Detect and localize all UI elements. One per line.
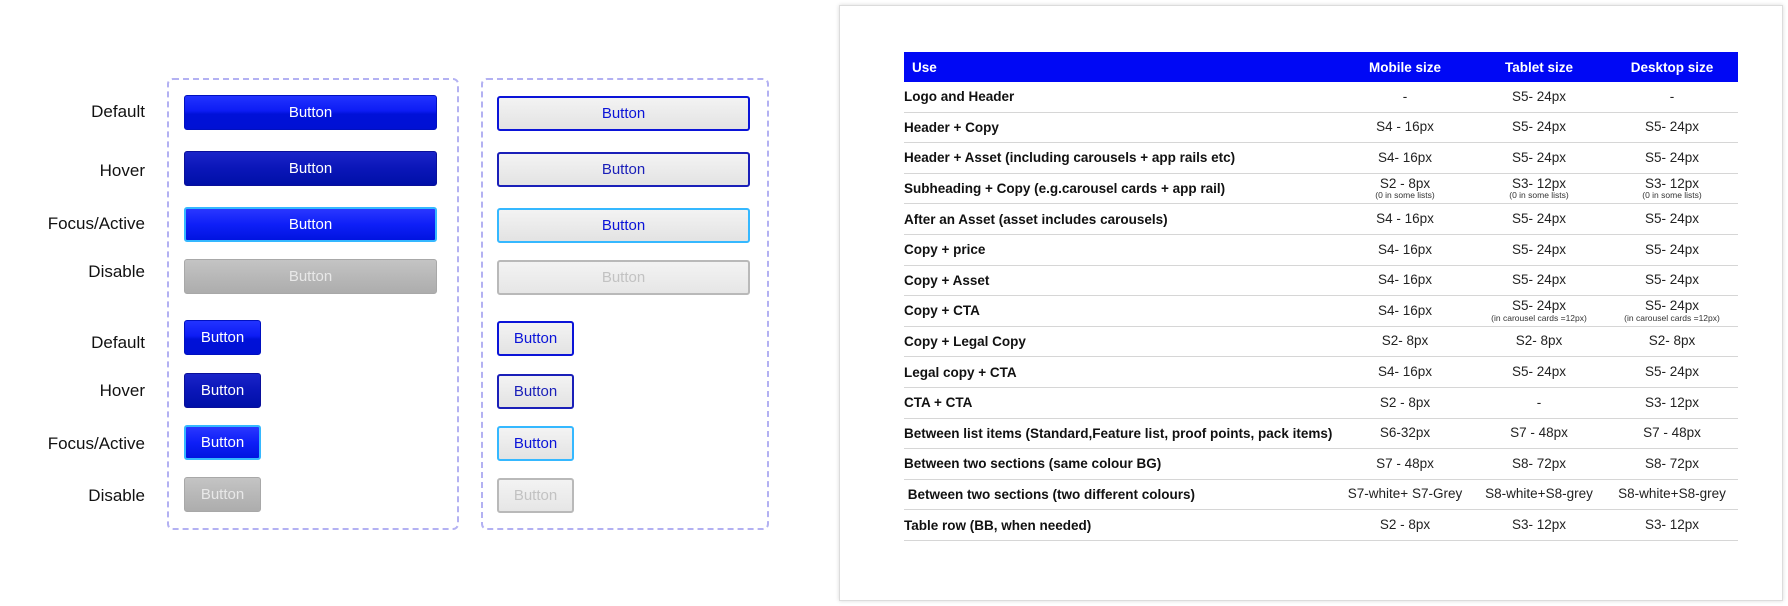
cell-use-value: Between list items (Standard,Feature list, proof points, pack items) bbox=[904, 425, 1333, 441]
primary-small-button-disabled[interactable]: Button bbox=[184, 477, 261, 512]
cell-tablet-size bbox=[1472, 357, 1606, 388]
cell-tablet-size-value: S2- 8px bbox=[1515, 333, 1563, 349]
cell-use-value: CTA + CTA bbox=[904, 395, 973, 411]
cell-tablet-size-value: S3- 12px bbox=[1511, 517, 1567, 533]
table-row bbox=[904, 265, 1738, 296]
cell-use-value: Subheading + Copy (e.g.carousel cards + app rail) bbox=[904, 181, 1226, 197]
cell-tablet-size-value: S8-white+S8-grey bbox=[1485, 486, 1593, 502]
cell-use bbox=[904, 326, 1338, 357]
state-label-hover: Hover bbox=[99, 161, 145, 180]
cell-desktop-size-value: - bbox=[1669, 88, 1675, 104]
cell-tablet-size bbox=[1472, 265, 1606, 296]
cell-desktop-size-value: S5- 24px bbox=[1644, 298, 1700, 314]
cell-use bbox=[904, 173, 1338, 204]
cell-mobile-size bbox=[1338, 265, 1472, 296]
cell-mobile-size bbox=[1338, 449, 1472, 480]
cell-desktop-size-value: S7 - 48px bbox=[1643, 425, 1701, 441]
header-tablet-size: Tablet size bbox=[1472, 52, 1606, 82]
table-row bbox=[904, 82, 1738, 112]
state-label-default: Default bbox=[91, 102, 145, 121]
cell-use-value: Copy + price bbox=[904, 242, 986, 258]
cell-tablet-size-value: S7 - 48px bbox=[1510, 425, 1568, 441]
cell-desktop-size-value: S5- 24px bbox=[1644, 241, 1700, 257]
cell-desktop-size bbox=[1606, 510, 1738, 541]
cell-use-value: Legal copy + CTA bbox=[904, 364, 1017, 380]
cell-desktop-size-value: S5- 24px bbox=[1644, 272, 1700, 288]
state-label-hover: Hover bbox=[99, 381, 145, 400]
cell-mobile-size-value: - bbox=[1402, 88, 1408, 104]
primary-small-button-default[interactable]: Button bbox=[184, 320, 261, 355]
secondary-small-button-focus[interactable]: Button bbox=[497, 426, 574, 461]
cell-desktop-size-note: (in carousel cards =12px) bbox=[1624, 312, 1720, 323]
cell-tablet-size bbox=[1472, 234, 1606, 265]
cell-mobile-size bbox=[1338, 357, 1472, 388]
cell-use bbox=[904, 204, 1338, 235]
cell-use bbox=[904, 143, 1338, 174]
state-label-focus-active: Focus/Active bbox=[47, 214, 145, 233]
cell-tablet-size-value: S3- 12px bbox=[1511, 176, 1567, 192]
cell-mobile-size-value: S2- 8px bbox=[1381, 333, 1429, 349]
cell-use-value: After an Asset (asset includes carousels) bbox=[904, 211, 1168, 227]
primary-button-hover[interactable]: Button bbox=[184, 151, 437, 186]
header-use: Use bbox=[904, 52, 1338, 82]
cell-desktop-size bbox=[1606, 112, 1738, 143]
cell-desktop-size bbox=[1606, 387, 1738, 418]
cell-mobile-size bbox=[1338, 82, 1472, 112]
table-row bbox=[904, 479, 1738, 510]
cell-tablet-size bbox=[1472, 510, 1606, 541]
cell-tablet-size-value: S5- 24px bbox=[1511, 119, 1567, 135]
cell-mobile-size-value: S6-32px bbox=[1379, 425, 1431, 441]
secondary-small-button-hover[interactable]: Button bbox=[497, 374, 574, 409]
cell-use bbox=[904, 449, 1338, 480]
table-row bbox=[904, 418, 1738, 449]
cell-tablet-size-value: S8- 72px bbox=[1511, 455, 1567, 471]
cell-tablet-size bbox=[1472, 173, 1606, 204]
cell-use-value: Logo and Header bbox=[904, 89, 1015, 105]
cell-mobile-size bbox=[1338, 479, 1472, 510]
cell-use-value: Copy + Legal Copy bbox=[904, 334, 1026, 350]
primary-button-disabled[interactable]: Button bbox=[184, 259, 437, 294]
cell-mobile-size-value: S4- 16px bbox=[1377, 272, 1433, 288]
filled-buttons-group bbox=[167, 78, 459, 530]
cell-desktop-size-value: S3- 12px bbox=[1644, 176, 1700, 192]
cell-desktop-size-value: S5- 24px bbox=[1644, 149, 1700, 165]
cell-tablet-size bbox=[1472, 387, 1606, 418]
cell-desktop-size bbox=[1606, 173, 1738, 204]
cell-mobile-size-value: S4 - 16px bbox=[1376, 119, 1434, 135]
cell-use-value: Header + Copy bbox=[904, 119, 999, 135]
cell-mobile-size bbox=[1338, 296, 1472, 327]
cell-tablet-size bbox=[1472, 326, 1606, 357]
cell-mobile-size bbox=[1338, 234, 1472, 265]
table-body bbox=[904, 82, 1738, 540]
cell-tablet-size-note: (in carousel cards =12px) bbox=[1491, 312, 1587, 323]
cell-desktop-size bbox=[1606, 234, 1738, 265]
cell-mobile-size bbox=[1338, 510, 1472, 541]
cell-tablet-size-value: S5- 24px bbox=[1511, 241, 1567, 257]
table-row bbox=[904, 510, 1738, 541]
cell-mobile-size bbox=[1338, 204, 1472, 235]
cell-mobile-size-note: (0 in some lists) bbox=[1375, 190, 1435, 201]
cell-use-value: Header + Asset (including carousels + app rails etc) bbox=[904, 150, 1236, 166]
cell-tablet-size-value: S5- 24px bbox=[1511, 88, 1567, 104]
cell-desktop-size bbox=[1606, 82, 1738, 112]
table-header-row bbox=[904, 52, 1738, 82]
cell-desktop-size bbox=[1606, 357, 1738, 388]
table-row bbox=[904, 449, 1738, 480]
cell-desktop-size-value: S3- 12px bbox=[1644, 394, 1700, 410]
cell-desktop-size bbox=[1606, 265, 1738, 296]
cell-mobile-size bbox=[1338, 326, 1472, 357]
cell-desktop-size bbox=[1606, 143, 1738, 174]
cell-use bbox=[904, 296, 1338, 327]
cell-desktop-size-value: S3- 12px bbox=[1644, 517, 1700, 533]
cell-desktop-size-note: (0 in some lists) bbox=[1642, 190, 1702, 201]
cell-mobile-size-value: S4- 16px bbox=[1377, 302, 1433, 318]
primary-small-button-hover[interactable]: Button bbox=[184, 373, 261, 408]
cell-mobile-size-value: S2 - 8px bbox=[1379, 394, 1431, 410]
secondary-button-focus[interactable]: Button bbox=[497, 208, 750, 243]
cell-use-value: Table row (BB, when needed) bbox=[904, 517, 1092, 533]
cell-mobile-size-value: S4- 16px bbox=[1377, 241, 1433, 257]
primary-small-button-focus[interactable]: Button bbox=[184, 425, 261, 460]
cell-tablet-size-value: S5- 24px bbox=[1511, 298, 1567, 314]
secondary-small-button-disabled[interactable]: Button bbox=[497, 478, 574, 513]
state-label-disable: Disable bbox=[88, 486, 145, 505]
cell-mobile-size-value: S4- 16px bbox=[1377, 364, 1433, 380]
table-row bbox=[904, 143, 1738, 174]
table-row bbox=[904, 326, 1738, 357]
secondary-button-default[interactable]: Button bbox=[497, 96, 750, 131]
cell-tablet-size-value: S5- 24px bbox=[1511, 364, 1567, 380]
cell-tablet-size bbox=[1472, 418, 1606, 449]
cell-desktop-size-value: S5- 24px bbox=[1644, 211, 1700, 227]
cell-mobile-size bbox=[1338, 418, 1472, 449]
cell-use bbox=[904, 357, 1338, 388]
header-desktop-size: Desktop size bbox=[1606, 52, 1738, 82]
table-row bbox=[904, 296, 1738, 327]
cell-mobile-size-value: S4- 16px bbox=[1377, 149, 1433, 165]
cell-tablet-size bbox=[1472, 112, 1606, 143]
table-row bbox=[904, 173, 1738, 204]
cell-desktop-size bbox=[1606, 449, 1738, 480]
cell-tablet-size-note: (0 in some lists) bbox=[1509, 190, 1569, 201]
cell-use-value: Between two sections (two different colours) bbox=[904, 487, 1196, 503]
primary-button-default[interactable]: Button bbox=[184, 95, 437, 130]
cell-tablet-size bbox=[1472, 204, 1606, 235]
spacing-table bbox=[904, 52, 1738, 541]
cell-use bbox=[904, 265, 1338, 296]
cell-tablet-size-value: S5- 24px bbox=[1511, 211, 1567, 227]
cell-use-value: Copy + Asset bbox=[904, 272, 990, 288]
cell-mobile-size-value: S4 - 16px bbox=[1376, 211, 1434, 227]
cell-desktop-size-value: S2- 8px bbox=[1648, 333, 1696, 349]
cell-desktop-size-value: S5- 24px bbox=[1644, 364, 1700, 380]
cell-mobile-size bbox=[1338, 143, 1472, 174]
table-row bbox=[904, 112, 1738, 143]
cell-mobile-size bbox=[1338, 112, 1472, 143]
table-row bbox=[904, 387, 1738, 418]
cell-use bbox=[904, 418, 1338, 449]
cell-desktop-size bbox=[1606, 204, 1738, 235]
cell-mobile-size bbox=[1338, 173, 1472, 204]
cell-use bbox=[904, 387, 1338, 418]
secondary-button-hover[interactable]: Button bbox=[497, 152, 750, 187]
cell-desktop-size-value: S8- 72px bbox=[1644, 455, 1700, 471]
cell-desktop-size bbox=[1606, 479, 1738, 510]
cell-desktop-size bbox=[1606, 326, 1738, 357]
cell-use bbox=[904, 112, 1338, 143]
table-row bbox=[904, 204, 1738, 235]
cell-desktop-size-value: S5- 24px bbox=[1644, 119, 1700, 135]
cell-mobile-size-value: S2 - 8px bbox=[1379, 517, 1431, 533]
state-label-default: Default bbox=[91, 333, 145, 352]
cell-use bbox=[904, 510, 1338, 541]
cell-desktop-size bbox=[1606, 418, 1738, 449]
table-row bbox=[904, 234, 1738, 265]
state-label-focus-active: Focus/Active bbox=[47, 434, 145, 453]
cell-mobile-size bbox=[1338, 387, 1472, 418]
header-mobile-size: Mobile size bbox=[1338, 52, 1472, 82]
cell-use bbox=[904, 82, 1338, 112]
cell-tablet-size-value: S5- 24px bbox=[1511, 272, 1567, 288]
cell-tablet-size bbox=[1472, 82, 1606, 112]
cell-tablet-size-value: S5- 24px bbox=[1511, 149, 1567, 165]
cell-mobile-size-value: S7 - 48px bbox=[1376, 455, 1434, 471]
cell-tablet-size bbox=[1472, 296, 1606, 327]
cell-tablet-size bbox=[1472, 449, 1606, 480]
cell-desktop-size bbox=[1606, 296, 1738, 327]
cell-mobile-size-value: S2 - 8px bbox=[1379, 176, 1431, 192]
cell-mobile-size-value: S7-white+ S7-Grey bbox=[1347, 486, 1463, 502]
secondary-button-disabled[interactable]: Button bbox=[497, 260, 750, 295]
cell-use bbox=[904, 234, 1338, 265]
cell-use bbox=[904, 479, 1338, 510]
cell-tablet-size-value: - bbox=[1536, 394, 1542, 410]
cell-tablet-size bbox=[1472, 479, 1606, 510]
state-label-disable: Disable bbox=[88, 262, 145, 281]
cell-tablet-size bbox=[1472, 143, 1606, 174]
cell-desktop-size-value: S8-white+S8-grey bbox=[1618, 486, 1726, 502]
cell-use-value: Copy + CTA bbox=[904, 303, 980, 319]
outline-buttons-group bbox=[481, 78, 769, 530]
primary-button-focus[interactable]: Button bbox=[184, 207, 437, 242]
cell-use-value: Between two sections (same colour BG) bbox=[904, 456, 1162, 472]
table-row bbox=[904, 357, 1738, 388]
secondary-small-button-default[interactable]: Button bbox=[497, 321, 574, 356]
